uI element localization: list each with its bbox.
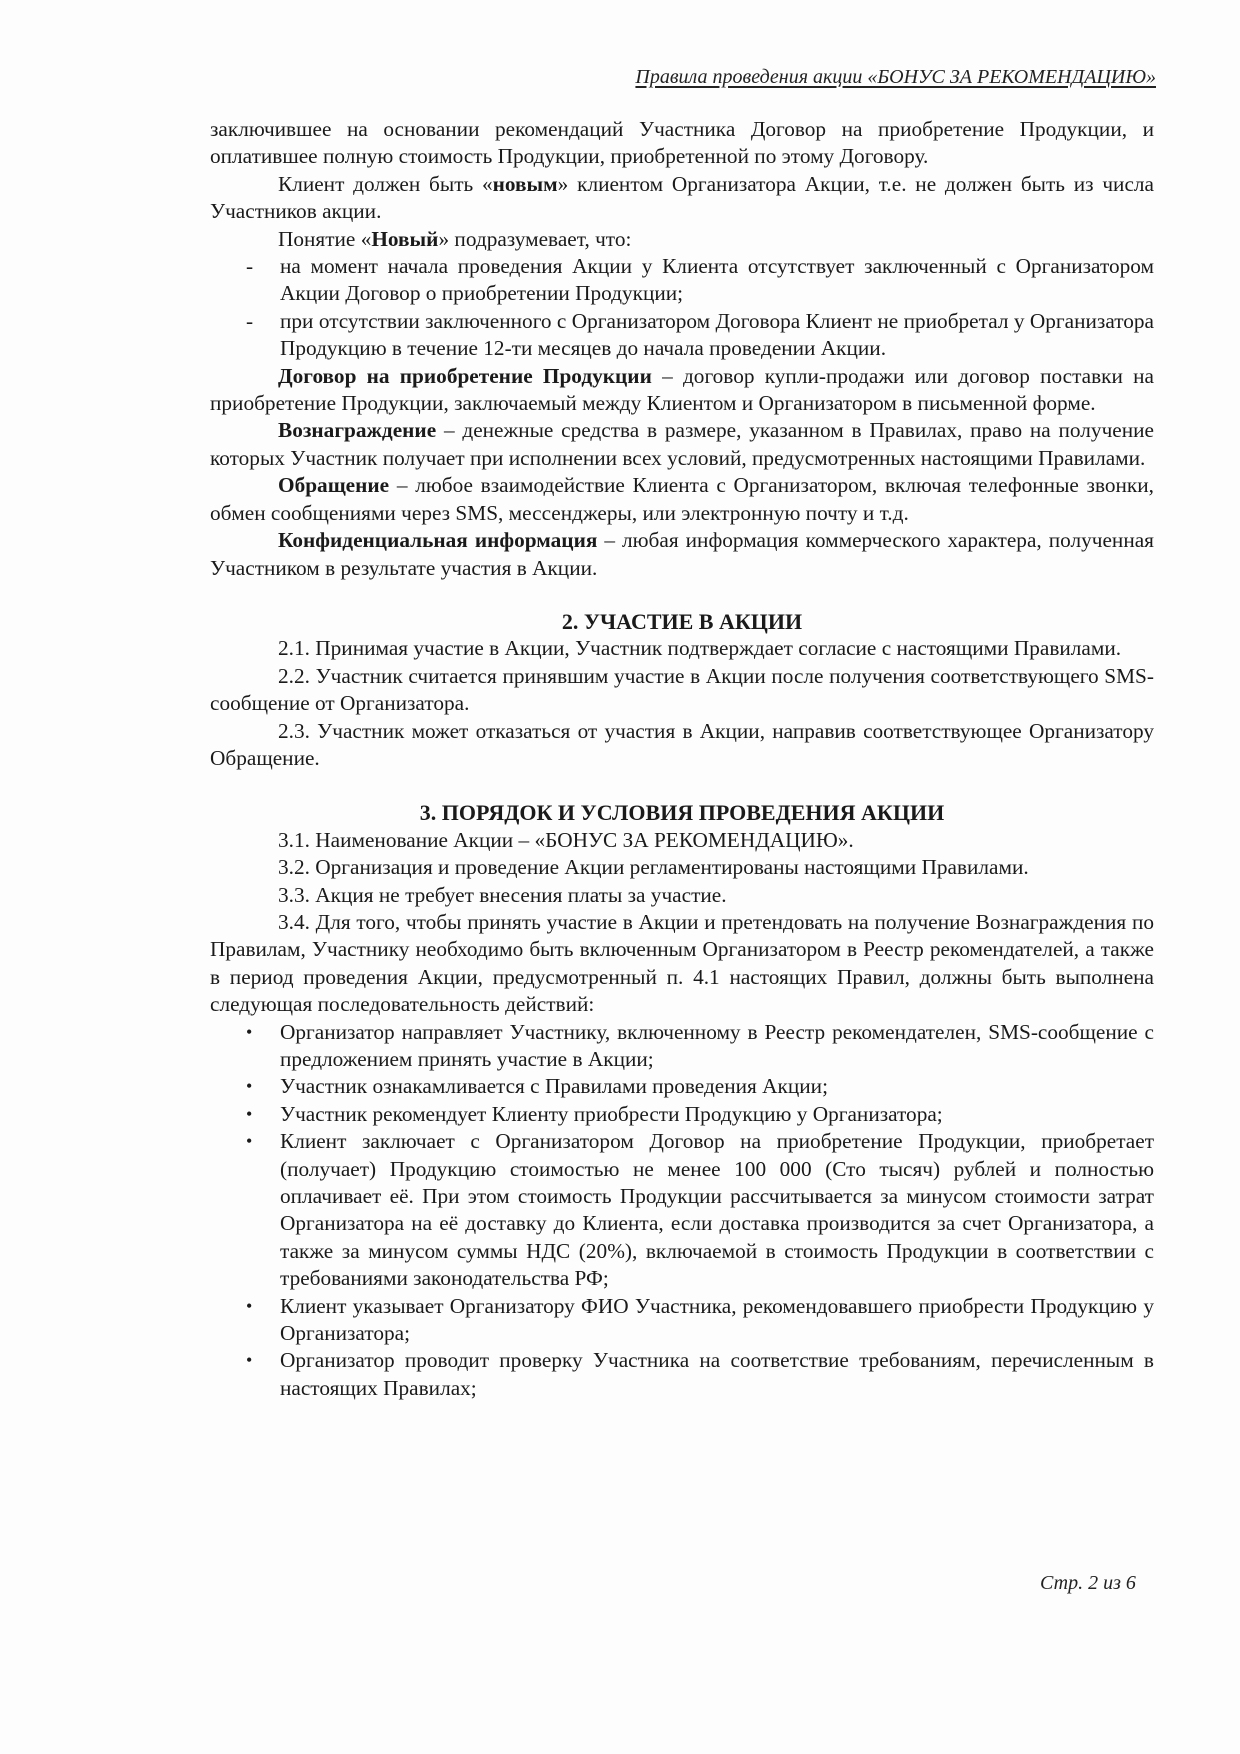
clause-3-2: 3.2. Организация и проведение Акции регламентированы настоящими Правилами.: [278, 855, 1029, 880]
dash-marker: -: [246, 254, 254, 279]
bullet-marker: •: [246, 1350, 253, 1371]
text-fragment: » клиентом Организатора Акции, т.е. не должен быть из числа Участников акции.: [210, 171, 1154, 224]
definition-term: Конфиденциальная информация: [278, 528, 598, 553]
definition-confidential-info: [210, 527, 1154, 582]
list-item-text: при отсутствии заключенного с Организатором Договора Клиент не приобретал у Организатора Продукцию в течение 12-ти месяцев до начала проведении Акции.: [280, 308, 1154, 361]
definition-term: Обращение: [278, 473, 390, 498]
list-item: [210, 1293, 1154, 1348]
list-item-text: на момент начала проведения Акции у Клиента отсутствует заключенный с Организатором Акции Договор о приобретении Продукции;: [280, 254, 1154, 306]
page-content: [210, 116, 1154, 1402]
running-header: Правила проведения акции «БОНУС ЗА РЕКОМЕНДАЦИЮ»: [635, 66, 1156, 88]
definition-text: – договор купли-продажи или договор поставки на приобретение Продукции, заключаемый между Клиентом и Организатором в письменной форме.: [210, 363, 1154, 416]
text-fragment: Понятие «: [278, 226, 372, 251]
bullet-marker: •: [246, 1295, 253, 1316]
list-item: [210, 1128, 1154, 1292]
bullet-marker: •: [246, 1021, 253, 1042]
list-item: [210, 1101, 1154, 1128]
list-item: [210, 1347, 1154, 1402]
list-item: [210, 1073, 1154, 1100]
list-item: [210, 253, 1154, 308]
list-item: [210, 308, 1154, 363]
bold-term: Новый: [371, 226, 439, 251]
clause-2-1: 2.1. Принимая участие в Акции, Участник подтверждает согласие с настоящими Правилами.: [278, 636, 1122, 661]
text-fragment: » подразумевает, что:: [438, 226, 632, 251]
text-fragment: Клиент должен быть «: [278, 171, 493, 196]
clause-2-3: 2.3. Участник может отказаться от участия в Акции, направив соответствующее Организатору Обращение.: [210, 718, 1154, 770]
clause-3-4: 3.4. Для того, чтобы принять участие в Акции и претендовать на получение Вознаграждения по Правилам, Участнику необходимо быть включенным Организатором в Реестр рекомендателей, а также в период проведения Акции, предусмотренный п. 4.1 настоящих Правил, должны быть выполнена следующая последовательность действий:: [210, 909, 1154, 1017]
new-client-criteria-list: [210, 253, 1154, 363]
action-sequence-list: [210, 1019, 1154, 1403]
list-item-text: Участник ознакамливается с Правилами проведения Акции;: [280, 1074, 828, 1099]
definition-request: [210, 472, 1154, 527]
list-item-text: Организатор проводит проверку Участника на соответствие требованиям, перечисленным в настоящих Правилах;: [280, 1348, 1154, 1400]
list-item-text: Организатор направляет Участнику, включенному в Реестр рекомендателен, SMS-сообщение с предложением принять участие в Акции;: [280, 1019, 1154, 1071]
bullet-marker: •: [246, 1103, 253, 1124]
list-item: [210, 1019, 1154, 1074]
section-3-title: 3. ПОРЯДОК И УСЛОВИЯ ПРОВЕДЕНИЯ АКЦИИ: [419, 800, 945, 826]
definition-text: – любая информация коммерческого характера, полученная Участником в результате участия в Акции.: [210, 528, 1154, 580]
clause-3-1: 3.1. Наименование Акции – «БОНУС ЗА РЕКОМЕНДАЦИЮ».: [278, 827, 854, 852]
new-client-paragraph: [210, 171, 1154, 226]
definition-term: Вознаграждение: [278, 418, 437, 443]
new-concept-paragraph: [210, 226, 1154, 253]
bullet-marker: •: [246, 1131, 253, 1152]
clause-2-2: 2.2. Участник считается принявшим участие в Акции после получения соответствующего SMS-сообщение от Организатора.: [210, 663, 1154, 716]
definition-text: – любое взаимодействие Клиента с Организатором, включая телефонные звонки, обмен сообщениями через SMS, мессенджеры, или электронную почту и т.д.: [210, 473, 1154, 525]
definition-text: – денежные средства в размере, указанном в Правилах, право на получение которых Участник получает при исполнении всех условий, предусмотренных настоящими Правилами.: [210, 418, 1154, 470]
bold-term: новым: [492, 171, 558, 196]
definition-term: Договор на приобретение Продукции: [278, 363, 652, 388]
definition-reward: [210, 417, 1154, 472]
clause-3-3: 3.3. Акция не требует внесения платы за участие.: [278, 882, 727, 907]
dash-marker: -: [246, 308, 254, 333]
definition-contract: [210, 363, 1154, 418]
list-item-text: Участник рекомендует Клиенту приобрести Продукцию у Организатора;: [280, 1101, 943, 1126]
intro-paragraph-continued: заключившее на основании рекомендаций Участника Договор на приобретение Продукции, и оплатившее полную стоимость Продукции, приобретенной по этому Договору.: [210, 117, 1154, 169]
list-item-text: Клиент заключает с Организатором Договор на приобретение Продукции, приобретает (получает) Продукцию стоимостью не менее 100 000 (Сто тысяч) рублей и полностью оплачивает её. При этом стоимость Продукции рассчитывается за минусом стоимости затрат Организатора на её доставку до Клиента, если доставка производится за счет Организатора, а также за минусом суммы НДС (20%), включаемой в стоимость Продукции в соответствии с требованиями законодательства РФ;: [280, 1129, 1154, 1291]
list-item-text: Клиент указывает Организатору ФИО Участника, рекомендовавшего приобрести Продукцию у Организатора;: [280, 1293, 1154, 1346]
section-2-title: 2. УЧАСТИЕ В АКЦИИ: [561, 608, 803, 634]
bullet-marker: •: [246, 1076, 253, 1097]
page-number: Стр. 2 из 6: [1040, 1572, 1136, 1594]
